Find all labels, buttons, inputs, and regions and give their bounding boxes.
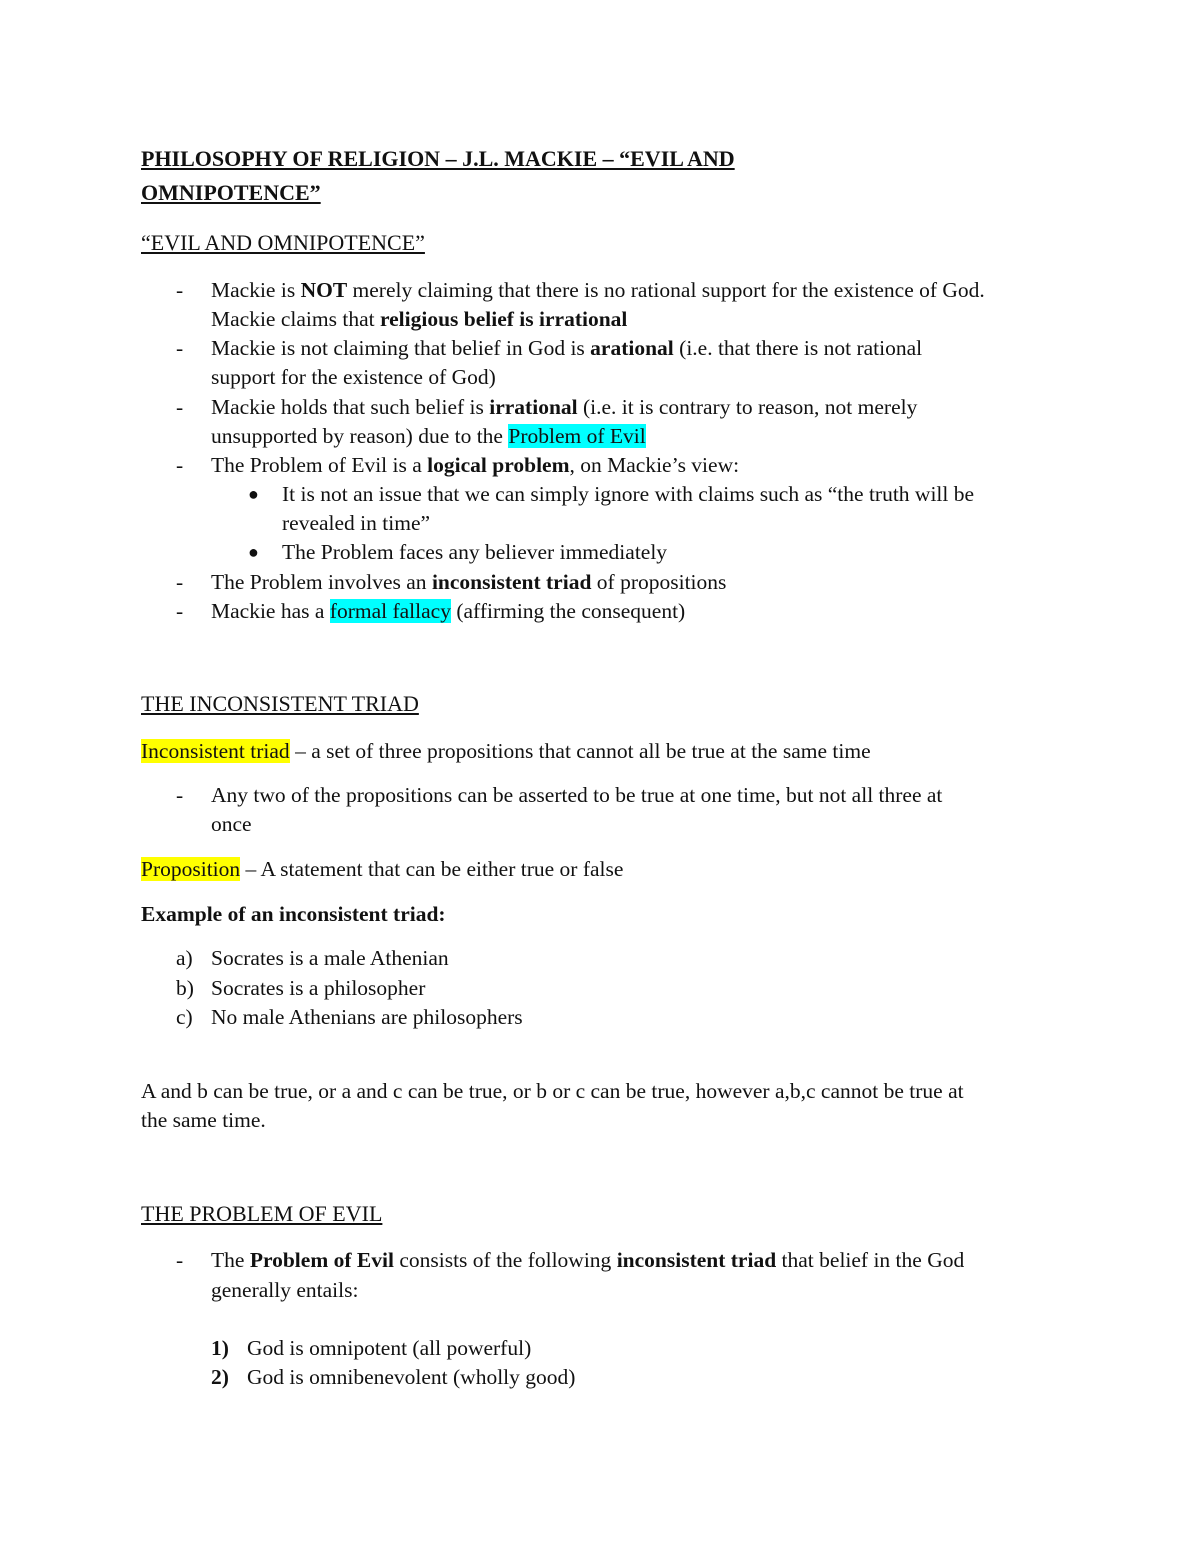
bullet-arational: Mackie is not claiming that belief in God is arational (i.e. that there is not rational [211,336,923,360]
list-marker: a) [176,946,193,970]
bullet-any-two-cont: once [211,812,252,836]
list-item: No male Athenians are philosophers [211,1005,523,1029]
bullet-arational-cont: support for the existence of God) [211,365,496,389]
bullet-irrational: Mackie holds that such belief is irrational (i.e. it is contrary to reason, not merely [211,395,918,419]
bullet-logical-problem: The Problem of Evil is a logical problem, on Mackie’s view: [211,453,740,477]
bullet-problem-of-evil-triad: The Problem of Evil consists of the following inconsistent triad that belief in the God [211,1248,965,1272]
conclusion-paragraph: A and b can be true, or a and c can be true, or b or c can be true, however a,b,c cannot be true at [141,1079,964,1103]
list-marker: b) [176,976,194,1000]
sub-bullet-faces-believer: The Problem faces any believer immediately [282,540,668,564]
numbered-marker: 1) [211,1336,229,1360]
round-bullet-marker: ● [248,484,259,504]
sub-bullet-not-ignore: It is not an issue that we can simply ignore with claims such as “the truth will be [282,482,975,506]
highlight-formal-fallacy: formal fallacy [329,599,451,623]
highlight-term-inconsistent-triad: Inconsistent triad [141,739,290,763]
section-heading-evil-omnipotence: “EVIL AND OMNIPOTENCE” [141,230,425,255]
list-item: Socrates is a philosopher [211,976,426,1000]
highlight-term-proposition: Proposition [141,857,241,881]
page-title-line2: OMNIPOTENCE” [141,180,321,205]
dash-marker: - [176,599,184,623]
numbered-marker: 2) [211,1365,229,1389]
numbered-item-omnibenevolent: God is omnibenevolent (wholly good) [247,1365,576,1389]
numbered-item-omnipotent: God is omnipotent (all powerful) [247,1336,532,1360]
definition-inconsistent-triad: Inconsistent triad – a set of three propositions that cannot all be true at the same time [141,739,871,763]
list-marker: c) [176,1005,193,1029]
round-bullet-marker: ● [248,542,259,562]
definition-proposition: Proposition – A statement that can be either true or false [141,857,624,881]
bullet-mackie-not-claiming: Mackie is NOT merely claiming that there is no rational support for the existence of God. [211,278,985,302]
dash-marker: - [176,336,184,360]
bullet-inconsistent-triad: The Problem involves an inconsistent triad of propositions [211,570,727,594]
section-heading-problem-of-evil: THE PROBLEM OF EVIL [141,1201,383,1226]
sub-bullet-not-ignore-cont: revealed in time” [282,511,431,535]
dash-marker: - [176,395,184,419]
page-title-line1: PHILOSOPHY OF RELIGION – J.L. MACKIE – “EVIL AND [141,146,735,171]
dash-marker: - [176,278,184,302]
highlight-problem-of-evil: Problem of Evil [508,424,646,448]
bullet-mackie-not-claiming-cont: Mackie claims that religious belief is irrational [211,307,628,331]
bullet-irrational-cont: unsupported by reason) due to the Problem of Evil [211,424,646,448]
section-heading-inconsistent-triad: THE INCONSISTENT TRIAD [141,691,419,716]
dash-marker: - [176,1248,184,1272]
bullet-any-two: Any two of the propositions can be asserted to be true at one time, but not all three at [211,783,943,807]
dash-marker: - [176,453,184,477]
dash-marker: - [176,570,184,594]
dash-marker: - [176,783,184,807]
bullet-formal-fallacy: Mackie has a formal fallacy (affirming the consequent) [211,599,686,623]
bullet-problem-of-evil-triad-cont: generally entails: [211,1278,359,1302]
list-item: Socrates is a male Athenian [211,946,449,970]
example-heading: Example of an inconsistent triad: [141,902,446,926]
conclusion-paragraph-cont: the same time. [141,1108,266,1132]
